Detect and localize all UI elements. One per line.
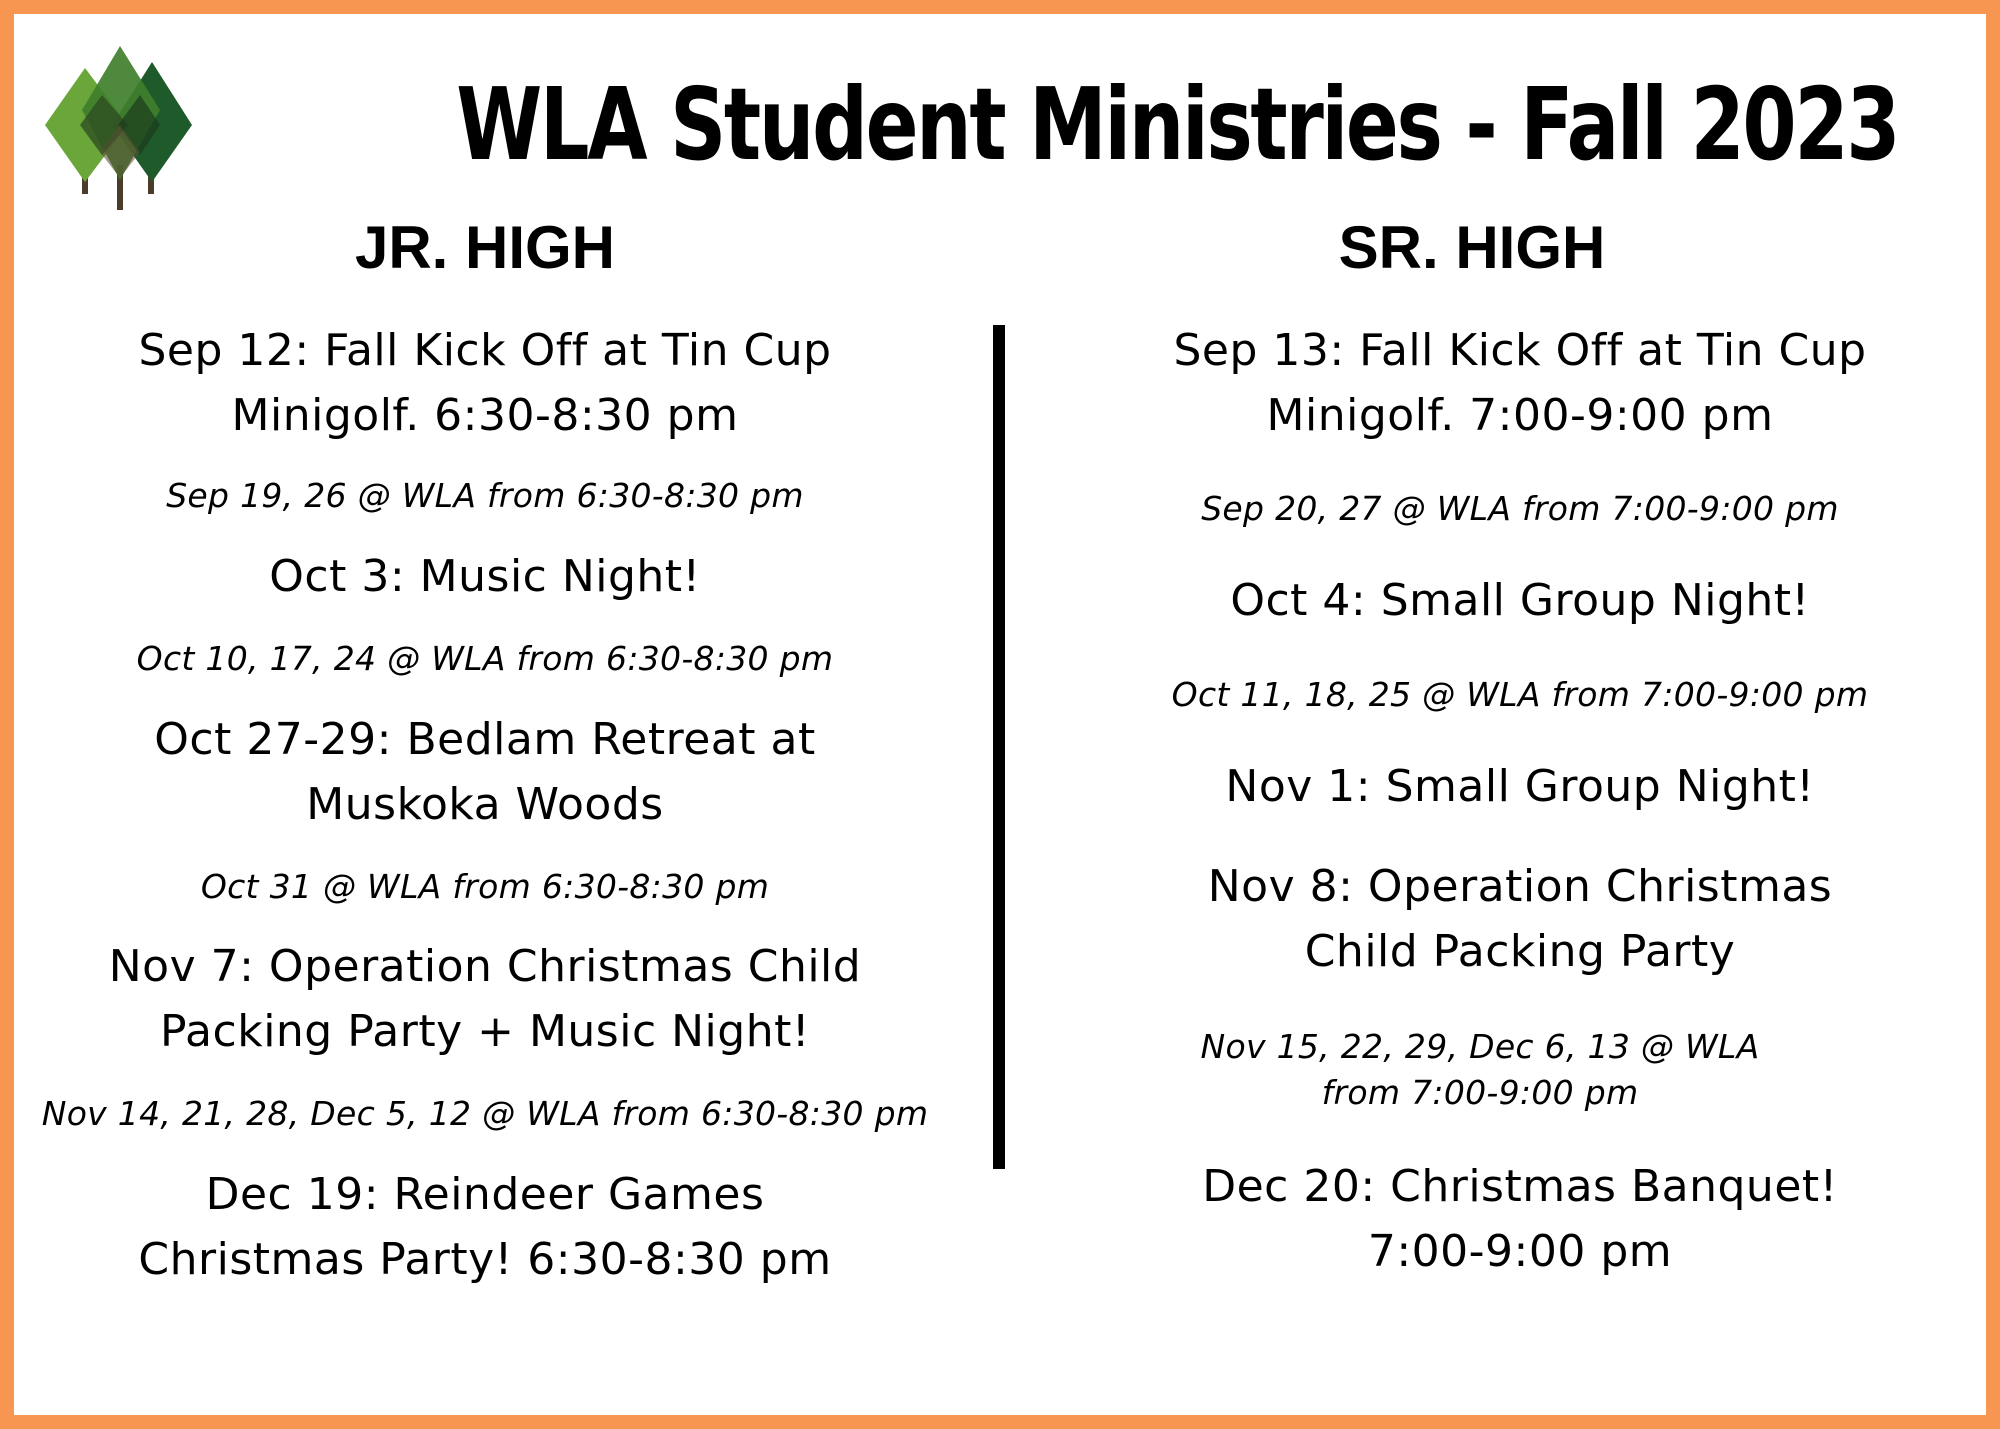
sr-weekly-oct: Oct 11, 18, 25 @ WLA from 7:00-9:00 pm: [1171, 675, 1869, 714]
jr-weekly-oct31: Oct 31 @ WLA from 6:30-8:30 pm: [200, 867, 770, 906]
sr-high-heading: SR. HIGH: [1338, 214, 1606, 281]
page-title: WLA Student Ministries - Fall 2023: [456, 66, 1899, 183]
jr-event-occ-packing: Nov 7: Operation Christmas Child Packing Party + Music Night!: [108, 941, 862, 1057]
sr-event-occ-packing: Nov 8: Operation Christmas Child Packing Party: [1207, 861, 1833, 977]
jr-event-bedlam-retreat: Oct 27-29: Bedlam Retreat at Muskoka Woods: [154, 714, 816, 830]
jr-weekly-sep: Sep 19, 26 @ WLA from 6:30-8:30 pm: [166, 476, 804, 515]
sr-event-kickoff: Sep 13: Fall Kick Off at Tin Cup Minigolf. 7:00-9:00 pm: [1173, 325, 1867, 441]
sr-event-christmas-banquet: Dec 20: Christmas Banquet! 7:00-9:00 pm: [1202, 1161, 1838, 1277]
jr-event-kickoff: Sep 12: Fall Kick Off at Tin Cup Minigolf. 6:30-8:30 pm: [138, 325, 832, 441]
jr-weekly-oct: Oct 10, 17, 24 @ WLA from 6:30-8:30 pm: [136, 639, 834, 678]
jr-high-heading: JR. HIGH: [354, 214, 616, 281]
jr-weekly-nov-dec: Nov 14, 21, 28, Dec 5, 12 @ WLA from 6:30-8:30 pm: [41, 1094, 929, 1133]
sr-weekly-nov-dec: Nov 15, 22, 29, Dec 6, 13 @ WLA from 7:00-9:00 pm: [1200, 1027, 1760, 1112]
sr-event-small-group-oct: Oct 4: Small Group Night!: [1230, 575, 1810, 626]
column-divider: [993, 325, 1005, 1169]
jr-event-music-night: Oct 3: Music Night!: [269, 551, 701, 602]
sr-event-small-group-nov: Nov 1: Small Group Night!: [1225, 761, 1815, 812]
jr-event-reindeer-games: Dec 19: Reindeer Games Christmas Party! 6:30-8:30 pm: [138, 1169, 832, 1285]
sr-weekly-sep: Sep 20, 27 @ WLA from 7:00-9:00 pm: [1201, 489, 1839, 528]
trees-logo-icon: [40, 40, 200, 220]
